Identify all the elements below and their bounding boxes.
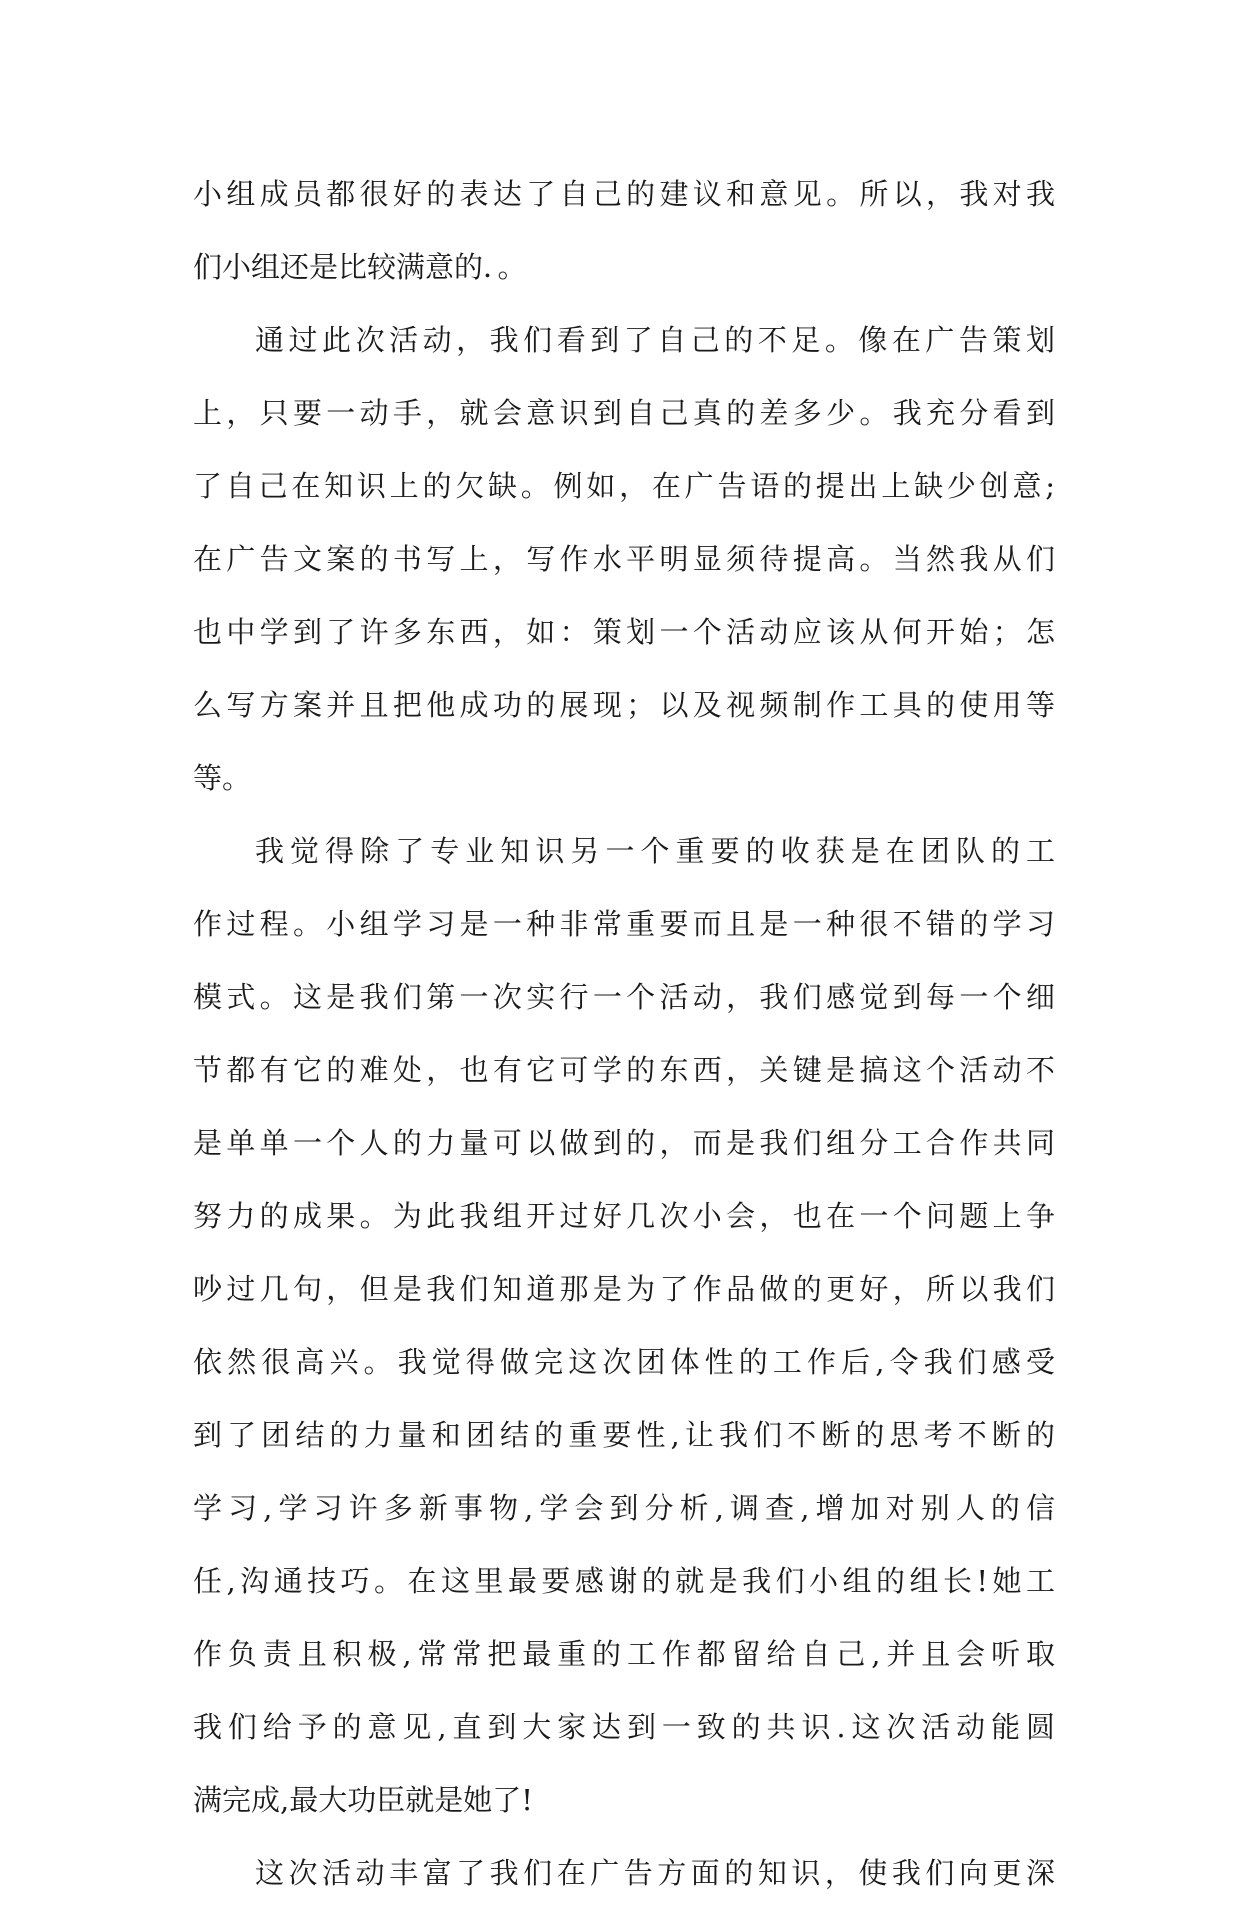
text-line: 在广告文案的书写上，写作水平明显须待提高。当然我从们 [193, 542, 1055, 576]
text-line: 了自己在知识上的欠缺。例如，在广告语的提出上缺少创意; [193, 469, 1055, 503]
text-line: 我们给予的意见,直到大家达到一致的共识.这次活动能圆 [193, 1710, 1055, 1744]
text-line: 节都有它的难处，也有它可学的东西，关键是搞这个活动不 [193, 1053, 1055, 1087]
text-line: 模式。这是我们第一次实行一个活动，我们感觉到每一个细 [193, 980, 1055, 1014]
text-line: 作过程。小组学习是一种非常重要而且是一种很不错的学习 [193, 907, 1055, 941]
text-line: 上，只要一动手，就会意识到自己真的差多少。我充分看到 [193, 396, 1055, 430]
text-line: 也中学到了许多东西，如：策划一个活动应该从何开始；怎 [193, 615, 1055, 649]
text-line: 到了团结的力量和团结的重要性,让我们不断的思考不断的 [193, 1418, 1055, 1452]
document-body [193, 158, 1055, 1910]
text-line: 依然很高兴。我觉得做完这次团体性的工作后,令我们感受 [193, 1345, 1055, 1379]
text-line: 作负责且积极,常常把最重的工作都留给自己,并且会听取 [193, 1637, 1055, 1671]
text-line: 满完成,最大功臣就是她了! [193, 1783, 533, 1817]
text-line: 学习,学习许多新事物,学会到分析,调查,增加对别人的信 [193, 1491, 1055, 1525]
text-line: 小组成员都很好的表达了自己的建议和意见。所以，我对我 [193, 177, 1055, 211]
text-line: 们小组还是比较满意的．。 [193, 250, 527, 284]
text-line: 努力的成果。为此我组开过好几次小会，也在一个问题上争 [193, 1199, 1055, 1233]
text-line: 么写方案并且把他成功的展现；以及视频制作工具的使用等 [193, 688, 1055, 722]
text-line: 是单单一个人的力量可以做到的，而是我们组分工合作共同 [193, 1126, 1055, 1160]
text-line: 等。 [193, 761, 252, 795]
text-line: 这次活动丰富了我们在广告方面的知识，使我们向更深 [255, 1856, 1055, 1890]
text-line: 任,沟通技巧。在这里最要感谢的就是我们小组的组长!她工 [193, 1564, 1055, 1598]
text-line: 通过此次活动，我们看到了自己的不足。像在广告策划 [255, 323, 1055, 357]
text-line: 吵过几句，但是我们知道那是为了作品做的更好，所以我们 [193, 1272, 1055, 1306]
text-line: 我觉得除了专业知识另一个重要的收获是在团队的工 [255, 834, 1055, 868]
